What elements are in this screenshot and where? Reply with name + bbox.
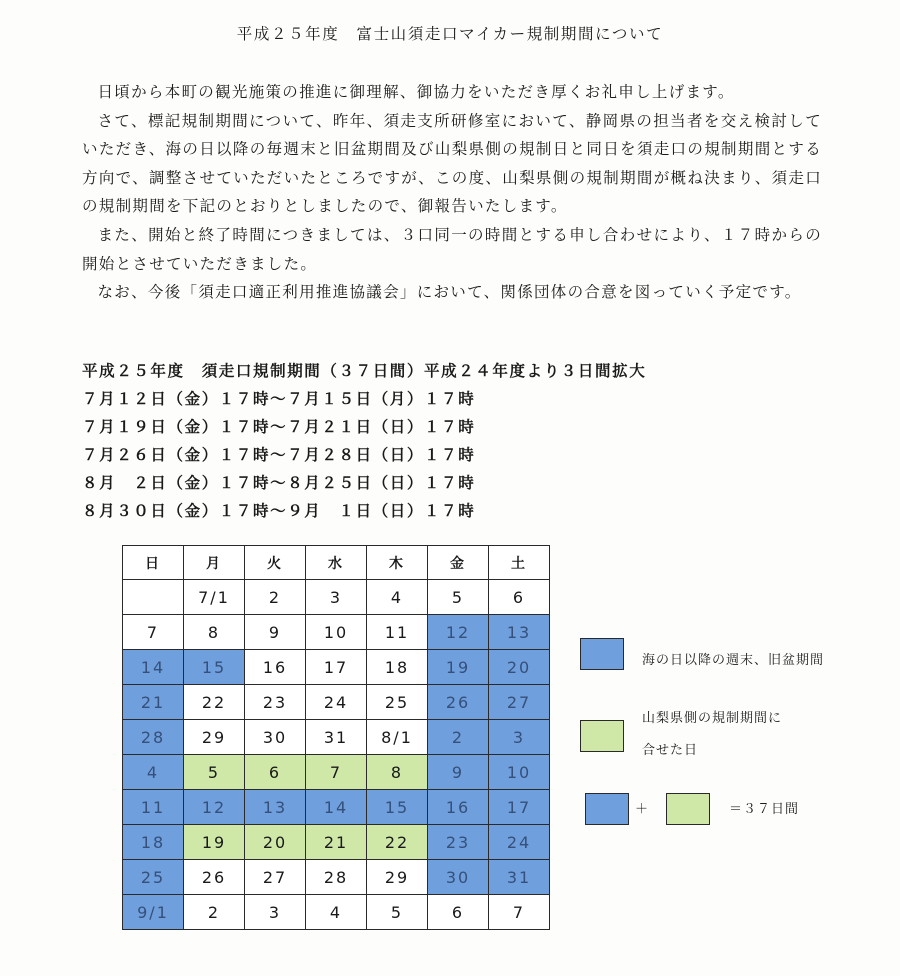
weekday-header: 水 <box>306 546 367 580</box>
weekday-header: 火 <box>245 546 306 580</box>
weekday-header: 月 <box>184 546 245 580</box>
calendar-day-cell: 25 <box>367 685 428 720</box>
paragraph-background: さて、標記規制期間について、昨年、須走支所研修室において、静岡県の担当者を交え検討していただき、海の日以降の毎週末と旧盆期間及び山梨県側の規制日と同日を須走口の規制期間とする方向で、調整させていただいたところですが、この度、山梨県側の規制期間が概ね決まり、須走口の規制期間を下記のとおりとしましたので、御報告いたします。 <box>82 111 822 216</box>
calendar-day-cell: 20 <box>245 825 306 860</box>
calendar-week-row <box>123 860 550 895</box>
legend-label-green-line2: 合せた日 <box>642 743 699 758</box>
calendar-day-cell: 23 <box>428 825 489 860</box>
calendar-day-cell: 11 <box>367 615 428 650</box>
legend-swatch-blue <box>580 638 624 670</box>
calendar-day-cell: 6 <box>245 755 306 790</box>
calendar-day-cell: 2 <box>245 580 306 615</box>
calendar-day-cell: 7/1 <box>184 580 245 615</box>
legend-sum-swatch-blue <box>585 793 629 825</box>
calendar-day-cell: 21 <box>123 685 184 720</box>
legend-swatch-green <box>580 720 624 752</box>
calendar-day-cell: 7 <box>489 895 550 930</box>
legend-label-blue: 海の日以降の週末、旧盆期間 <box>642 653 825 668</box>
period-item: ７月１９日（金）１７時～７月２１日（日）１７時 <box>82 418 476 436</box>
calendar-day-cell: 11 <box>123 790 184 825</box>
calendar-day-cell: 27 <box>245 860 306 895</box>
calendar-day-cell: 22 <box>367 825 428 860</box>
calendar-day-cell: 5 <box>367 895 428 930</box>
legend-label-green-line1: 山梨県側の規制期間に <box>642 711 783 726</box>
period-heading: 平成２５年度 須走口規制期間（３７日間）平成２４年度より３日間拡大 <box>82 362 647 380</box>
legend-sum-swatch-green <box>666 793 710 825</box>
body-text <box>82 78 822 307</box>
calendar-day-cell: 30 <box>245 720 306 755</box>
period-list <box>82 357 842 525</box>
calendar-day-cell: 17 <box>489 790 550 825</box>
calendar-day-cell: 5 <box>428 580 489 615</box>
period-item: ８月３０日（金）１７時～９月 １日（日）１７時 <box>82 502 476 520</box>
calendar-day-cell: 5 <box>184 755 245 790</box>
period-item: ８月 ２日（金）１７時～８月２５日（日）１７時 <box>82 474 476 492</box>
calendar-day-cell: 10 <box>306 615 367 650</box>
calendar-week-row <box>123 790 550 825</box>
calendar-week-row <box>123 650 550 685</box>
calendar-day-cell: 24 <box>489 825 550 860</box>
calendar-day-cell: 15 <box>367 790 428 825</box>
calendar-day-cell: 26 <box>184 860 245 895</box>
calendar-week-row <box>123 825 550 860</box>
calendar-day-cell: 2 <box>184 895 245 930</box>
calendar-day-cell: 14 <box>306 790 367 825</box>
calendar-day-cell: 8 <box>184 615 245 650</box>
calendar-day-cell: 29 <box>367 860 428 895</box>
calendar-day-cell: 8/1 <box>367 720 428 755</box>
calendar-day-cell: 14 <box>123 650 184 685</box>
calendar-day-cell: 31 <box>306 720 367 755</box>
calendar-day-cell: 3 <box>245 895 306 930</box>
legend-total: ＝３７日間 <box>729 802 800 817</box>
calendar-day-cell <box>123 580 184 615</box>
calendar-day-cell: 16 <box>428 790 489 825</box>
calendar-day-cell: 7 <box>306 755 367 790</box>
calendar-week-row <box>123 580 550 615</box>
calendar-day-cell: 4 <box>367 580 428 615</box>
calendar-day-cell: 4 <box>306 895 367 930</box>
calendar-day-cell: 4 <box>123 755 184 790</box>
calendar-day-cell: 21 <box>306 825 367 860</box>
legend-plus: ＋ <box>635 802 650 817</box>
calendar-day-cell: 9/1 <box>123 895 184 930</box>
calendar-day-cell: 9 <box>245 615 306 650</box>
calendar-day-cell: 16 <box>245 650 306 685</box>
calendar-day-cell: 24 <box>306 685 367 720</box>
calendar-day-cell: 6 <box>489 580 550 615</box>
weekday-header: 日 <box>123 546 184 580</box>
calendar-day-cell: 13 <box>245 790 306 825</box>
calendar-day-cell: 18 <box>367 650 428 685</box>
weekday-header: 金 <box>428 546 489 580</box>
calendar-day-cell: 28 <box>123 720 184 755</box>
paragraph-greeting: 日頃から本町の観光施策の推進に御理解、御協力をいただき厚くお礼申し上げます。 <box>97 83 735 101</box>
regulation-calendar <box>122 545 550 930</box>
calendar-day-cell: 29 <box>184 720 245 755</box>
weekday-header: 土 <box>489 546 550 580</box>
calendar-day-cell: 23 <box>245 685 306 720</box>
calendar-day-cell: 3 <box>489 720 550 755</box>
calendar-day-cell: 3 <box>306 580 367 615</box>
calendar-day-cell: 25 <box>123 860 184 895</box>
calendar-day-cell: 19 <box>428 650 489 685</box>
calendar-day-cell: 31 <box>489 860 550 895</box>
calendar-day-cell: 7 <box>123 615 184 650</box>
calendar-day-cell: 12 <box>428 615 489 650</box>
calendar-day-cell: 9 <box>428 755 489 790</box>
calendar-day-cell: 15 <box>184 650 245 685</box>
calendar-day-cell: 12 <box>184 790 245 825</box>
calendar-day-cell: 13 <box>489 615 550 650</box>
period-item: ７月２６日（金）１７時～７月２８日（日）１７時 <box>82 446 476 464</box>
calendar-day-cell: 26 <box>428 685 489 720</box>
calendar-header-row <box>123 546 550 580</box>
period-item: ７月１２日（金）１７時～７月１５日（月）１７時 <box>82 390 476 408</box>
calendar-week-row <box>123 895 550 930</box>
calendar-day-cell: 19 <box>184 825 245 860</box>
calendar-day-cell: 30 <box>428 860 489 895</box>
calendar-day-cell: 27 <box>489 685 550 720</box>
calendar-day-cell: 2 <box>428 720 489 755</box>
calendar-week-row <box>123 615 550 650</box>
calendar-day-cell: 10 <box>489 755 550 790</box>
document-title: 平成２５年度 富士山須走口マイカー規制期間について <box>236 25 664 43</box>
calendar-day-cell: 6 <box>428 895 489 930</box>
calendar-week-row <box>123 720 550 755</box>
calendar-week-row <box>123 755 550 790</box>
calendar-day-cell: 17 <box>306 650 367 685</box>
calendar-day-cell: 28 <box>306 860 367 895</box>
paragraph-future: なお、今後「須走口適正利用推進協議会」において、関係団体の合意を図っていく予定です。 <box>97 283 802 302</box>
weekday-header: 木 <box>367 546 428 580</box>
calendar-day-cell: 20 <box>489 650 550 685</box>
calendar-day-cell: 22 <box>184 685 245 720</box>
paragraph-time: また、開始と終了時間につきましては、３口同一の時間とする申し合わせにより、１７時からの開始とさせていただきました。 <box>82 225 822 273</box>
calendar-week-row <box>123 685 550 720</box>
calendar-day-cell: 18 <box>123 825 184 860</box>
calendar-day-cell: 8 <box>367 755 428 790</box>
